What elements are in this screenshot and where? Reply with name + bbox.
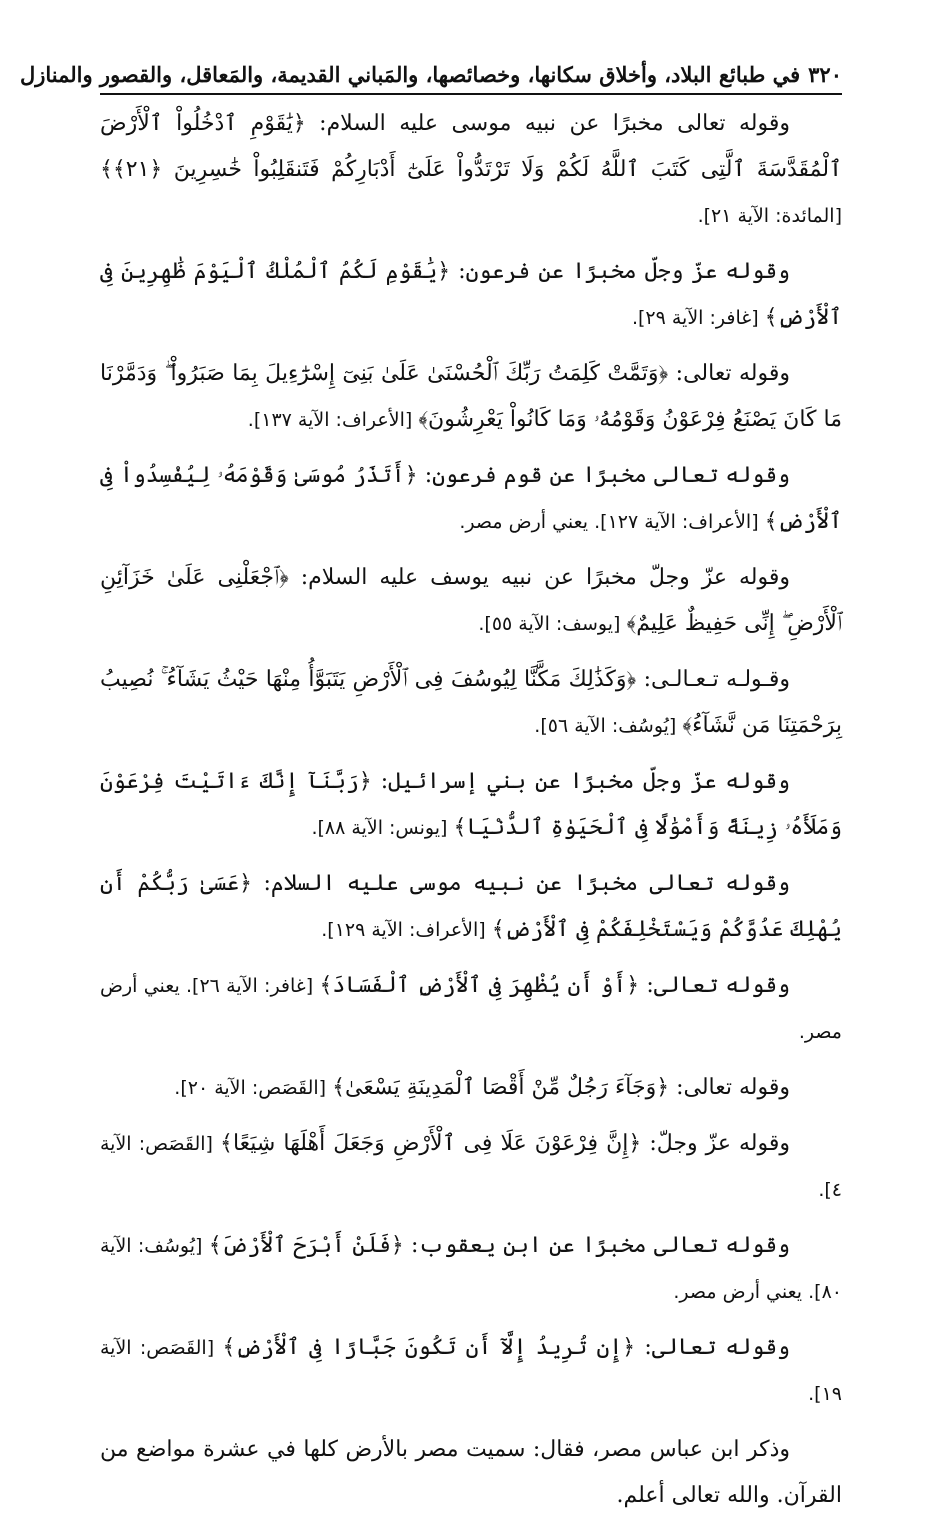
verse-reference: [يوسف: الآية ٥٥]. (478, 613, 627, 635)
paragraph-intro: وقوله عزّ وجلّ مخبرًا عن بني إسرائيل: (371, 769, 790, 794)
page-body (100, 101, 842, 1519)
paragraph-intro: وقوله تعالى: (669, 1075, 790, 1100)
verse-reference: [يونس: الآية ٨٨]. (311, 817, 454, 839)
quran-verse: ﴿فَلَنْ أَبْرَحَ ٱلْأَرْضَ﴾ (208, 1233, 404, 1258)
paragraph (100, 1121, 842, 1213)
verse-reference: [المائدة: الآية ٢١]. (697, 205, 842, 227)
book-page (19, 62, 842, 1529)
paragraph (100, 657, 842, 749)
paragraph-intro: وقوله تعالى: (635, 1335, 790, 1360)
paragraph-intro: وقـولـه تـعـالـى: (636, 667, 790, 692)
quran-verse: ﴿عَسَىٰ رَبُّكُمْ أَن يُهْلِكَ عَدُوَّكُمْ وَيَسْتَخْلِفَكُمْ فِى ٱلْأَرْضِ﴾ (100, 871, 842, 942)
paragraph-intro: وقوله عزّ وجلّ مخبرًا عن نبيه يوسف عليه السلام: (288, 565, 790, 590)
paragraph-intro: وقوله عزّ وجلّ: (641, 1131, 791, 1156)
quran-verse: ﴿وَتَمَّتْ كَلِمَتُ رَبِّكَ ٱلْحُسْنَىٰ عَلَىٰ بَنِىٓ إِسْرَٰٓءِيلَ بِمَا صَبَرُواْ ۖ وَدَمَّرْنَا مَا كَانَ يَصْنَعُ فِرْعَوْنُ وَقَوْمُهُۥ وَمَا كَانُواْ يَعْرِشُونَ﴾ (100, 361, 842, 432)
verse-reference: [غافر: الآية ٢٩]. (631, 307, 765, 329)
paragraph (100, 759, 842, 851)
paragraph (100, 1065, 842, 1111)
paragraph-intro: وقوله تعالى مخبرًا عن ابن يعقوب: (403, 1233, 790, 1258)
quran-verse: ﴿يَٰقَوْمِ ٱدْخُلُواْ ٱلْأَرْضَ ٱلْمُقَدَّسَةَ ٱلَّتِى كَتَبَ ٱللَّهُ لَكُمْ وَلَا تَرْتَدُّواْ عَلَىٰٓ أَدْبَارِكُمْ فَتَنقَلِبُواْ خَٰسِرِينَ ﴿٢١﴾﴾ (100, 111, 842, 182)
paragraph-intro: وقوله تعالى: (639, 973, 790, 998)
quran-verse: ﴿رَبَّنَآ إِنَّكَ ءَاتَيْتَ فِرْعَوْنَ وَمَلَأَهُۥ زِينَةً وَأَمْوَٰلًا فِى ٱلْحَيَوٰةِ ٱلدُّنْيَا﴾ (100, 769, 842, 840)
paragraph-intro: وقوله تعالى مخبرًا عن نبيه موسى عليه السلام: (305, 111, 790, 136)
running-title: في طبائع البلاد، وأخلاق سكانها، وخصائصها، والمَباني القديمة، والمَعاقل، والقصور والمنازل (19, 62, 801, 87)
paragraph-intro: وقوله تعالى: (668, 361, 790, 386)
quran-verse: ﴿أَوْ أَن يُظْهِرَ فِى ٱلْأَرْضِ ٱلْفَسَادَ﴾ (319, 973, 640, 998)
paragraph-intro: وقوله تعالى مخبرًا عن نبيه موسى عليه السلام: (251, 871, 790, 896)
page-number: ٣٢٠ (808, 62, 842, 87)
verse-reference: [يُوسُف: الآية ٥٦]. (534, 715, 683, 737)
verse-reference: [الأعراف: الآية ١٣٧]. (247, 409, 419, 431)
quran-verse: ﴿إِنَّ فِرْعَوْنَ عَلَا فِى ٱلْأَرْضِ وَجَعَلَ أَهْلَهَا شِيَعًا﴾ (220, 1131, 642, 1156)
quran-verse: ﴿يَٰقَوْمِ لَكُمُ ٱلْمُلْكُ ٱلْيَوْمَ ظَٰهِرِينَ فِى ٱلْأَرْضِ﴾ (100, 259, 842, 330)
paragraph (100, 1427, 842, 1519)
paragraph (100, 1325, 842, 1417)
paragraph (100, 1223, 842, 1315)
paragraph (100, 101, 842, 239)
paragraph-intro: وقوله عزّ وجلّ مخبرًا عن فرعون: (450, 259, 790, 284)
paragraph (100, 351, 842, 443)
paragraph (100, 249, 842, 341)
verse-reference: [القَصَص: الآية ٢٠]. (174, 1077, 333, 1099)
verse-reference: [غافر: الآية ٢٦]. يعني أرض مصر. (100, 975, 842, 1043)
quran-verse: ﴿إِن تُرِيدُ إِلَّآ أَن تَكُونَ جَبَّارًا فِى ٱلْأَرْضِ﴾ (222, 1335, 636, 1360)
verse-reference: [القَصَص: الآية ١٩]. (100, 1337, 842, 1405)
paragraph (100, 861, 842, 953)
paragraph-intro: وقوله تعالى مخبرًا عن قوم فرعون: (417, 463, 790, 488)
quran-verse: ﴿وَجَآءَ رَجُلٌ مِّنْ أَقْصَا ٱلْمَدِينَةِ يَسْعَىٰ﴾ (332, 1075, 670, 1100)
paragraph (100, 963, 842, 1055)
quran-verse: ﴿ٱجْعَلْنِى عَلَىٰ خَزَآئِنِ ٱلْأَرْضِ ۖ إِنِّى حَفِيظٌ عَلِيمٌ﴾ (100, 565, 842, 636)
quran-verse: ﴿أَتَذَرُ مُوسَىٰ وَقَوْمَهُۥ لِيُفْسِدُواْ فِى ٱلْأَرْضِ﴾ (100, 463, 842, 534)
verse-reference: [يُوسُف: الآية ٨٠]. يعني أرض مصر. (100, 1235, 842, 1303)
verse-reference: [الأعراف: الآية ١٢٩]. (321, 919, 492, 941)
quran-verse: ﴿وَكَذَٰلِكَ مَكَّنَّا لِيُوسُفَ فِى ٱلْأَرْضِ يَتَبَوَّأُ مِنْهَا حَيْثُ يَشَآءُ ۚ نُصِيبُ بِرَحْمَتِنَا مَن نَّشَآءُ﴾ (100, 667, 842, 738)
paragraph-intro: وذكر ابن عباس مصر، فقال: سميت مصر بالأرض كلها في عشرة مواضع من القرآن. والله تعالى أعلم. (100, 1437, 842, 1508)
verse-reference: [الأعراف: الآية ١٢٧]. يعني أرض مصر. (459, 511, 765, 533)
paragraph (100, 555, 842, 647)
paragraph (100, 453, 842, 545)
running-header (19, 62, 842, 95)
verse-reference: [القَصَص: الآية ٤]. (100, 1133, 842, 1201)
